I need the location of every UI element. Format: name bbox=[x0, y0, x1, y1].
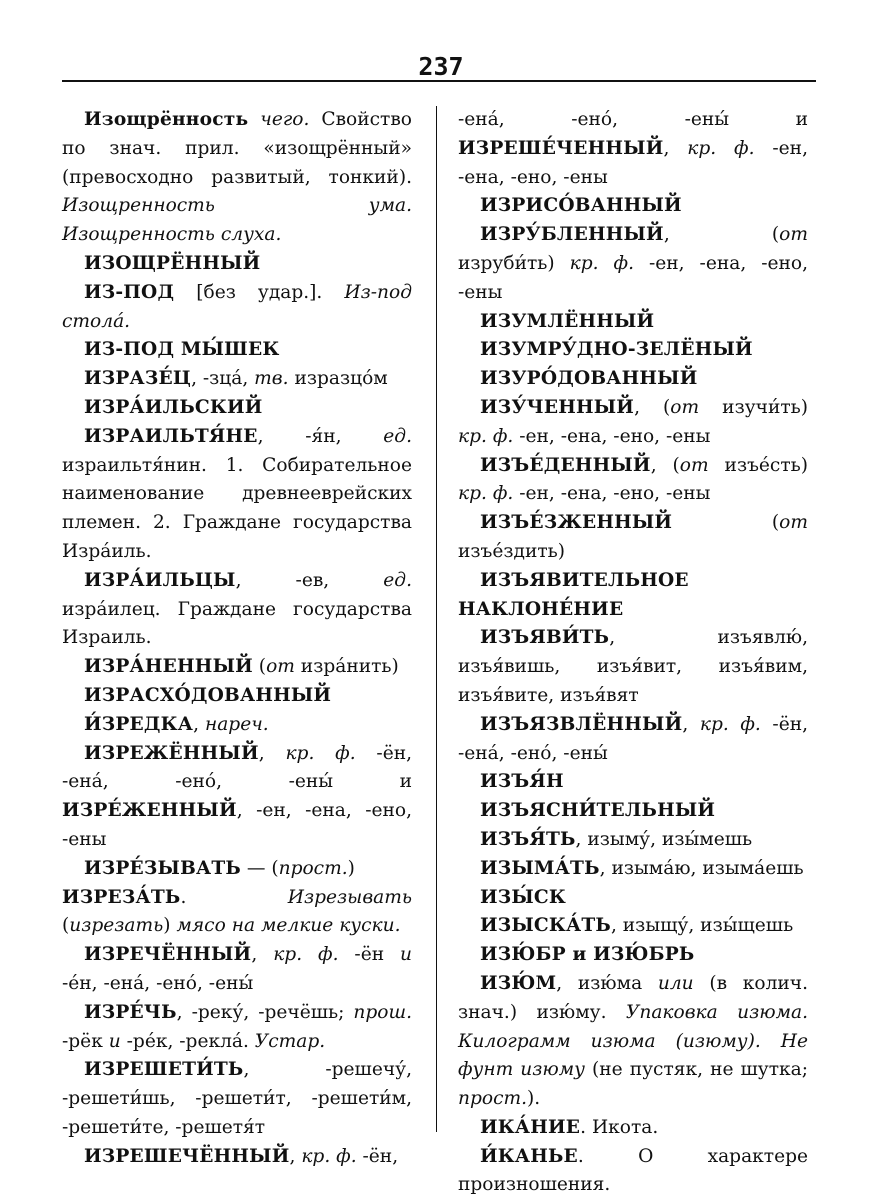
dictionary-entry: ИЗЪЯ́ТЬ, изыму́, изы́мешь bbox=[480, 828, 753, 850]
headword: ИЗРАСХО́ДОВАННЫЙ bbox=[84, 684, 332, 706]
headword: ИЗРЕЧЁННЫЙ bbox=[84, 944, 252, 966]
headword: ИЗРАИЛЬТЯ́НЕ bbox=[84, 425, 258, 447]
dictionary-entry: ИЗРА́НЕННЫЙ (от изра́нить) bbox=[84, 656, 399, 678]
dictionary-entry: ИЗЪЯЗВЛЁННЫЙ, кр. ф. -ён, -ена́, -ено́, -ены́ bbox=[458, 713, 808, 764]
headword: ИЗРЕШЕ́ЧЕННЫЙ bbox=[458, 137, 664, 159]
headword: ИЗУ́ЧЕННЫЙ bbox=[480, 396, 635, 418]
headword: ИЗ-ПОД bbox=[84, 281, 175, 303]
dictionary-entry: ИЗРЕШЕТИ́ТЬ, -решечу́, -решети́шь, -решети́т, -решети́м, -решети́те, -решетя́т bbox=[62, 1059, 412, 1138]
dictionary-entry: И́КАНЬЕ. О характере произношения. bbox=[458, 1145, 808, 1196]
dictionary-entry bbox=[62, 336, 412, 365]
page-number: 237 bbox=[418, 52, 464, 81]
dictionary-entry bbox=[458, 192, 808, 221]
headword: ИЗЪЯЗВЛЁННЫЙ bbox=[480, 713, 683, 735]
headword: ИЗЫ́СК bbox=[480, 886, 567, 908]
headword: ИЗЪЕ́ДЕННЫЙ bbox=[480, 454, 651, 476]
headword: ИЗ-ПОД МЫ́ШЕК bbox=[84, 339, 280, 361]
dictionary-entry bbox=[458, 308, 808, 337]
headword: ИЗРАЗЕ́Ц bbox=[84, 368, 192, 390]
dictionary-entry: ИЗЪЕ́ЗЖЕННЫЙ (от изъе́здить) bbox=[458, 512, 808, 562]
dictionary-entry bbox=[458, 797, 808, 826]
dictionary-entry: ИЗЮ́М, изю́ма или (в колич. знач.) изю́му. Упаковка изюма. Килограмм изюма (изюму). Не фунт изюму (не пустяк, не шутка; прост.). bbox=[458, 972, 809, 1110]
dictionary-entry: ИЗЪЯВИ́ТЬ, изъявлю́, изъя́вишь, изъя́вит, изъя́вим, изъя́вите, изъя́вят bbox=[458, 627, 808, 706]
dictionary-entry: ИЗ-ПОД [без удар.]. Из-под стола́. bbox=[62, 281, 412, 332]
headword: ИКА́НИЕ bbox=[480, 1116, 581, 1138]
dictionary-entry: ИЗРЕ́ЧЬ, -реку́, -речёшь; прош. -рёк и -ре́к, -рекла́. Устар. bbox=[62, 1001, 412, 1052]
headword: И́ЗРЕДКА bbox=[84, 713, 194, 735]
headword: ИЗРА́ИЛЬСКИЙ bbox=[84, 396, 263, 418]
headword: ИЗРИСО́ВАННЫЙ bbox=[480, 195, 682, 217]
headword: ИЗРУ́БЛЕННЫЙ bbox=[480, 224, 664, 246]
dictionary-entry bbox=[62, 394, 412, 423]
dictionary-entry bbox=[62, 250, 412, 279]
dictionary-entry: ИЗЪЕ́ДЕННЫЙ, (от изъе́сть) кр. ф. -ен, -ена, -ено, -ены bbox=[458, 454, 809, 505]
dictionary-entry: ИЗРУ́БЛЕННЫЙ, (от изруби́ть) кр. ф. -ен, -ена, -ено, -ены bbox=[458, 224, 809, 303]
dictionary-entry: ИЗРАИЛЬТЯ́НЕ, -я́н, ед. израильтя́нин. 1. Собирательное наименование древнееврейских племен. 2. Граждане государства Изра́иль. bbox=[62, 425, 412, 562]
dictionary-entry bbox=[458, 336, 808, 365]
headword: Изощрённость bbox=[84, 109, 249, 130]
column-divider bbox=[436, 106, 437, 1132]
headword: ИЗУРО́ДОВАННЫЙ bbox=[480, 368, 698, 390]
right-column bbox=[458, 106, 808, 1200]
headword: ИЗРЕЗА́ТЬ bbox=[62, 886, 181, 908]
headword: ИЗРА́ИЛЬЦЫ bbox=[84, 569, 236, 591]
headword: ИЗРЕШЕЧЁННЫЙ bbox=[84, 1145, 290, 1167]
dictionary-entry: ИЗРА́ИЛЬЦЫ, -ев, ед. изра́илец. Граждане государства Израиль. bbox=[62, 569, 412, 649]
dictionary-entry: ИКА́НИЕ. Икота. bbox=[480, 1116, 659, 1138]
dictionary-entry bbox=[458, 941, 808, 970]
left-column bbox=[62, 106, 412, 1171]
headword: И́КАНЬЕ bbox=[480, 1145, 578, 1167]
headword: ИЗРА́НЕННЫЙ bbox=[84, 656, 253, 678]
headword: ИЗРЕ́ЗЫВАТЬ bbox=[84, 857, 241, 879]
headword: ИЗЪЯВИТЕЛЬНОЕ НАКЛОНЕ́НИЕ bbox=[458, 569, 689, 620]
dictionary-entry bbox=[458, 365, 808, 394]
headword: ИЗРЕ́ЧЬ bbox=[84, 1001, 177, 1023]
headword: ИЗЫМА́ТЬ bbox=[480, 857, 600, 879]
headword: ИЗРЕЖЁННЫЙ bbox=[84, 742, 259, 764]
dictionary-entry: ИЗРЕ́ЗЫВАТЬ — (прост.) bbox=[84, 857, 355, 879]
headword: ИЗЮ́БР и ИЗЮ́БРЬ bbox=[480, 944, 695, 966]
dictionary-entry: ИЗУ́ЧЕННЫЙ, (от изучи́ть) кр. ф. -ен, -ена, -ено, -ены bbox=[458, 396, 808, 447]
headword: ИЗУМРУ́ДНО-ЗЕЛЁНЫЙ bbox=[480, 339, 753, 361]
dictionary-entry: ИЗЫСКА́ТЬ, изыщу́, изы́щешь bbox=[480, 915, 794, 937]
headword: ИЗЮ́М bbox=[480, 972, 557, 994]
headword: ИЗЪЯВИ́ТЬ bbox=[480, 627, 610, 649]
headword: ИЗРЕ́ЖЕННЫЙ bbox=[62, 800, 237, 822]
headword: ИЗОЩРЁННЫЙ bbox=[84, 252, 261, 274]
dictionary-entry bbox=[458, 768, 808, 797]
headword: ИЗРЕШЕТИ́ТЬ bbox=[84, 1059, 244, 1081]
dictionary-entry: ИЗРЕЧЁННЫЙ, кр. ф. -ён и -е́н, -ена́, -ено́, -ены́ bbox=[62, 944, 413, 994]
dictionary-entry: ИЗЫМА́ТЬ, изыма́ю, изыма́ешь bbox=[480, 857, 804, 879]
header-rule bbox=[62, 80, 816, 82]
dictionary-entry: ИЗРАЗЕ́Ц, -зца́, тв. изразцо́м bbox=[84, 368, 388, 390]
dictionary-entry bbox=[458, 884, 808, 913]
dictionary-entry: -ена́, -ено́, -ены́ и ИЗРЕШЕ́ЧЕННЫЙ, кр. ф. -ен, -ена, -ено, -ены bbox=[458, 109, 808, 188]
dictionary-entry bbox=[62, 682, 412, 711]
headword: ИЗЪЯ́ТЬ bbox=[480, 828, 576, 850]
dictionary-entry: ИЗРЕЗА́ТЬ. Изрезывать (изрезать) мясо на мелкие куски. bbox=[62, 886, 412, 937]
headword: ИЗЪЯСНИ́ТЕЛЬНЫЙ bbox=[480, 800, 716, 822]
dictionary-entry: ИЗРЕШЕЧЁННЫЙ, кр. ф. -ён, bbox=[84, 1145, 399, 1167]
headword: ИЗЫСКА́ТЬ bbox=[480, 915, 611, 937]
headword: ИЗЪЕ́ЗЖЕННЫЙ bbox=[480, 512, 673, 534]
dictionary-entry bbox=[458, 567, 808, 625]
headword: ИЗУМЛЁННЫЙ bbox=[480, 310, 655, 332]
headword: ИЗЪЯ́Н bbox=[480, 771, 564, 793]
dictionary-entry: Изощрённость чего. Свойство по знач. прил. «изощрённый» (превосходно развитый, тонкий). Изощренность ума. Изощренность слуха. bbox=[62, 109, 413, 246]
dictionary-entry: И́ЗРЕДКА, нареч. bbox=[84, 713, 269, 735]
dictionary-entry: ИЗРЕЖЁННЫЙ, кр. ф. -ён, -ена́, -ено́, -ены́ и ИЗРЕ́ЖЕННЫЙ, -ен, -ена, -ено, -ены bbox=[62, 742, 412, 850]
